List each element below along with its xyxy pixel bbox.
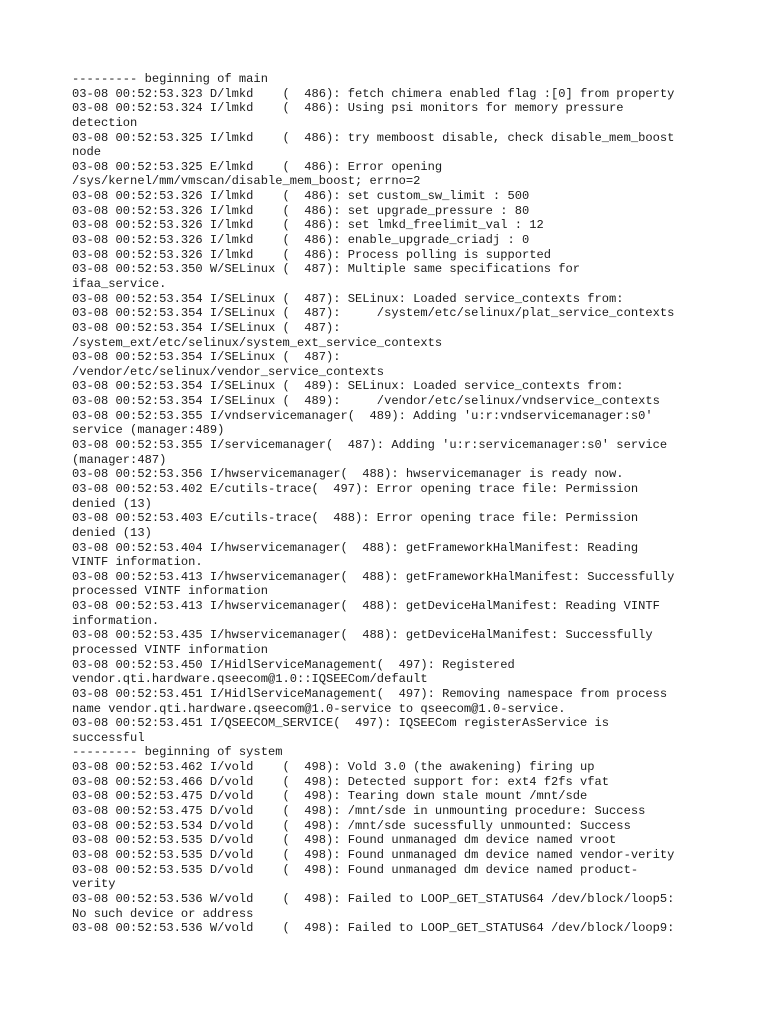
log-line: 03-08 00:52:53.354 I/SELinux ( 489): /vendor/etc/selinux/vndservice_contexts [72,394,660,409]
log-line: service (manager:489) [72,423,225,438]
log-line: 03-08 00:52:53.323 D/lmkd ( 486): fetch chimera enabled flag :[0] from property [72,86,675,101]
log-line: 03-08 00:52:53.355 I/servicemanager( 487): Adding 'u:r:servicemanager:s0' service [72,438,668,453]
log-line: vendor.qti.hardware.qseecom@1.0::IQSEECom/default [72,672,428,687]
log-line: 03-08 00:52:53.534 D/vold ( 498): /mnt/sde sucessfully unmounted: Success [72,818,631,833]
log-line: ifaa_service. [72,276,167,291]
log-line: 03-08 00:52:53.354 I/SELinux ( 487): [72,350,341,365]
log-line: 03-08 00:52:53.535 D/vold ( 498): Found unmanaged dm device named product- [72,862,639,877]
log-line: 03-08 00:52:53.402 E/cutils-trace( 497): Error opening trace file: Permission [72,481,639,496]
log-line: 03-08 00:52:53.451 I/QSEECOM_SERVICE( 497): IQSEECom registerAsService is [72,716,610,731]
log-line: 03-08 00:52:53.536 W/vold ( 498): Failed to LOOP_GET_STATUS64 /dev/block/loop9: [72,921,675,936]
log-text-block [72,72,712,936]
log-line: 03-08 00:52:53.354 I/SELinux ( 487): /system/etc/selinux/plat_service_contexts [72,306,675,321]
log-line: 03-08 00:52:53.356 I/hwservicemanager( 488): hwservicemanager is ready now. [72,467,624,482]
log-line: 03-08 00:52:53.354 I/SELinux ( 487): [72,320,341,335]
log-line: 03-08 00:52:53.451 I/HidlServiceManagement( 497): Removing namespace from process [72,686,668,701]
log-line: 03-08 00:52:53.354 I/SELinux ( 489): SELinux: Loaded service_contexts from: [72,379,624,394]
log-line: name vendor.qti.hardware.qseecom@1.0-service to qseecom@1.0-service. [72,701,566,716]
log-line: processed VINTF information [72,642,268,657]
log-line: /sys/kernel/mm/vmscan/disable_mem_boost; errno=2 [72,174,421,189]
log-line: 03-08 00:52:53.326 I/lmkd ( 486): set custom_sw_limit : 500 [72,189,530,204]
log-line: detection [72,115,138,130]
log-line: verity [72,877,116,892]
log-line: 03-08 00:52:53.350 W/SELinux ( 487): Multiple same specifications for [72,262,581,277]
log-line: 03-08 00:52:53.535 D/vold ( 498): Found unmanaged dm device named vroot [72,833,617,848]
log-line: denied (13) [72,496,152,511]
log-line: 03-08 00:52:53.462 I/vold ( 498): Vold 3.0 (the awakening) firing up [72,760,595,775]
log-line: 03-08 00:52:53.355 I/vndservicemanager( 489): Adding 'u:r:vndservicemanager:s0' [72,408,653,423]
log-line: 03-08 00:52:53.466 D/vold ( 498): Detected support for: ext4 f2fs vfat [72,774,610,789]
log-line: 03-08 00:52:53.435 I/hwservicemanager( 488): getDeviceHalManifest: Successfully [72,628,653,643]
log-line: 03-08 00:52:53.326 I/lmkd ( 486): enable_upgrade_criadj : 0 [72,233,530,248]
log-line: 03-08 00:52:53.326 I/lmkd ( 486): Process polling is supported [72,247,551,262]
log-line: 03-08 00:52:53.536 W/vold ( 498): Failed to LOOP_GET_STATUS64 /dev/block/loop5: [72,891,675,906]
log-line: 03-08 00:52:53.325 E/lmkd ( 486): Error opening [72,159,443,174]
log-line: --------- beginning of main [72,72,268,86]
log-line: 03-08 00:52:53.413 I/hwservicemanager( 488): getFrameworkHalManifest: Successfully [72,569,675,584]
log-line: No such device or address [72,906,254,921]
log-line: processed VINTF information [72,584,268,599]
log-line: 03-08 00:52:53.404 I/hwservicemanager( 488): getFrameworkHalManifest: Reading [72,540,639,555]
log-line: 03-08 00:52:53.324 I/lmkd ( 486): Using psi monitors for memory pressure [72,101,624,116]
log-line: /vendor/etc/selinux/vendor_service_contexts [72,364,385,379]
log-line: successful [72,730,145,745]
log-line: 03-08 00:52:53.326 I/lmkd ( 486): set upgrade_pressure : 80 [72,203,530,218]
log-line: /system_ext/etc/selinux/system_ext_service_contexts [72,335,443,350]
log-line: information. [72,613,160,628]
log-line: 03-08 00:52:53.450 I/HidlServiceManagement( 497): Registered [72,657,515,672]
log-line: (manager:487) [72,452,167,467]
log-line: --------- beginning of system [72,745,283,760]
log-line: VINTF information. [72,555,203,570]
log-line: 03-08 00:52:53.325 I/lmkd ( 486): try memboost disable, check disable_mem_boost [72,130,675,145]
log-line: 03-08 00:52:53.535 D/vold ( 498): Found unmanaged dm device named vendor-verity [72,847,675,862]
log-line: 03-08 00:52:53.403 E/cutils-trace( 488): Error opening trace file: Permission [72,511,639,526]
log-line: 03-08 00:52:53.475 D/vold ( 498): /mnt/sde in unmounting procedure: Success [72,804,646,819]
log-line: 03-08 00:52:53.475 D/vold ( 498): Tearing down stale mount /mnt/sde [72,789,588,804]
log-line: node [72,145,102,160]
log-line: 03-08 00:52:53.326 I/lmkd ( 486): set lmkd_freelimit_val : 12 [72,218,544,233]
log-line: denied (13) [72,525,152,540]
log-line: 03-08 00:52:53.354 I/SELinux ( 487): SELinux: Loaded service_contexts from: [72,291,624,306]
log-line: 03-08 00:52:53.413 I/hwservicemanager( 488): getDeviceHalManifest: Reading VINTF [72,599,660,614]
